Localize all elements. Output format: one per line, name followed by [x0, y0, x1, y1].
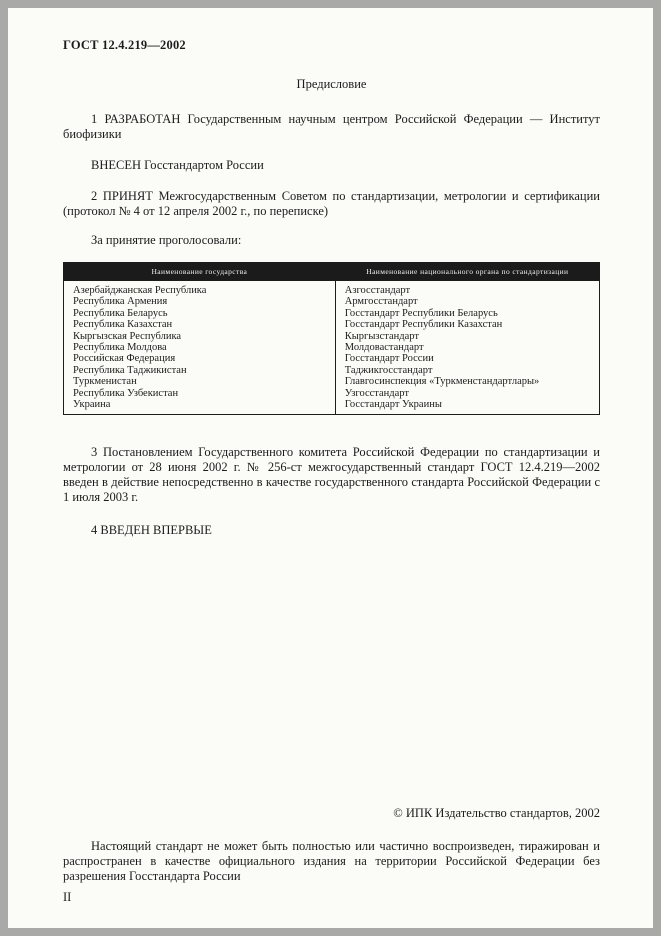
foreword-item-3: 3 Постановлением Государственного комитета Российской Федерации по стандартизации и метрологии от 28 июня 2002 г. № 256-ст межгосударственный стандарт ГОСТ 12.4.219—2002 введен в действие непосредственно в качестве государственного стандарта Российской Федерации с 1 июля 2003 г. [63, 445, 600, 505]
vote-table-header [64, 263, 600, 281]
column-header-body: Наименование национального органа по стандартизации [335, 263, 599, 281]
copyright-notice: © ИПК Издательство стандартов, 2002 [393, 806, 600, 821]
body-cell: Армгосстандарт [335, 296, 599, 307]
body-cell: Госстандарт Украины [335, 399, 599, 415]
foreword-item-1: 1 РАЗРАБОТАН Государственным научным центром Российской Федерации — Институт биофизики [63, 112, 600, 141]
table-row [64, 342, 600, 353]
table-row [64, 281, 600, 297]
foreword-item-2: 2 ПРИНЯТ Межгосударственным Советом по стандартизации, метрологии и сертификации (протокол № 4 от 12 апреля 2002 г., по переписке) [63, 189, 600, 218]
body-cell: Молдовастандарт [335, 342, 599, 353]
body-cell: Госстандарт Республики Казахстан [335, 319, 599, 330]
table-row [64, 331, 600, 342]
country-cell: Республика Узбекистан [64, 388, 336, 399]
table-row [64, 353, 600, 364]
page-number: II [63, 890, 72, 905]
country-cell: Республика Армения [64, 296, 336, 307]
table-row [64, 388, 600, 399]
table-row [64, 376, 600, 387]
vote-intro: За принятие проголосовали: [91, 233, 242, 247]
reproduction-restriction-note: Настоящий стандарт не может быть полностью или частично воспроизведен, тиражирован и распространен в качестве официального издания на территории Российской Федерации без разрешения Госстандарта России [63, 839, 600, 884]
table-row [64, 399, 600, 415]
table-row [64, 308, 600, 319]
vote-table [63, 262, 600, 415]
column-header-country: Наименование государства [64, 263, 336, 281]
body-cell: Узгосстандарт [335, 388, 599, 399]
body-cell: Госстандарт России [335, 353, 599, 364]
document-number: ГОСТ 12.4.219—2002 [63, 38, 186, 52]
body-cell: Кыргызстандарт [335, 331, 599, 342]
body-cell: Азгосстандарт [335, 281, 599, 297]
country-cell: Украина [64, 399, 336, 415]
document-page [8, 8, 653, 928]
country-cell: Туркменистан [64, 376, 336, 387]
table-row [64, 365, 600, 376]
body-cell: Таджикгосстандарт [335, 365, 599, 376]
country-cell: Республика Молдова [64, 342, 336, 353]
country-cell: Кыргызская Республика [64, 331, 336, 342]
body-cell: Госстандарт Республики Беларусь [335, 308, 599, 319]
table-row [64, 296, 600, 307]
table-row [64, 319, 600, 330]
foreword-submitted: ВНЕСЕН Госстандартом России [91, 158, 264, 172]
country-cell: Азербайджанская Республика [64, 281, 336, 297]
country-cell: Российская Федерация [64, 353, 336, 364]
section-title: Предисловие [296, 77, 367, 91]
country-cell: Республика Казахстан [64, 319, 336, 330]
country-cell: Республика Таджикистан [64, 365, 336, 376]
foreword-item-4: 4 ВВЕДЕН ВПЕРВЫЕ [91, 523, 212, 538]
body-cell: Главгосинспекция «Туркменстандартлары» [335, 376, 599, 387]
country-cell: Республика Беларусь [64, 308, 336, 319]
